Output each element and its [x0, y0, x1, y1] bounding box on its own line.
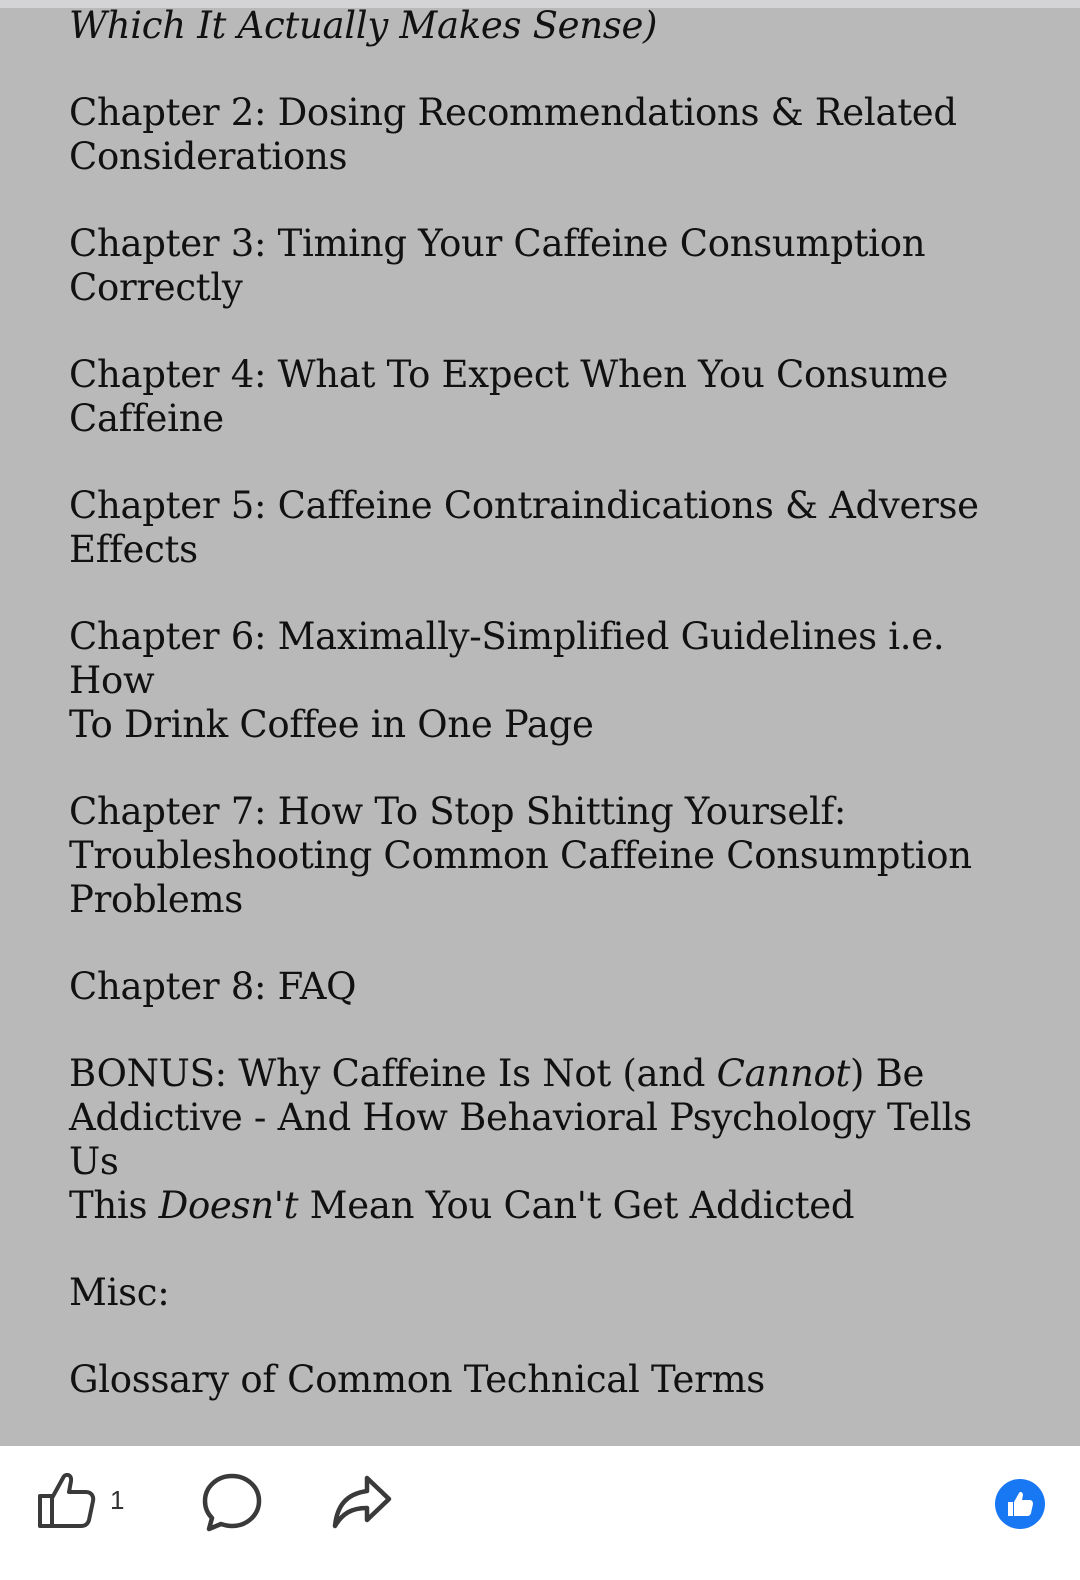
toc-bonus	[69, 1052, 1029, 1228]
toc-chapter-3: Chapter 3: Timing Your Caffeine Consumption Correctly	[69, 222, 926, 309]
toc-chapter-6: Chapter 6: Maximally-Simplified Guidelines i.e. How To Drink Coffee in One Page	[69, 615, 945, 746]
reaction-like-icon	[1005, 1489, 1035, 1519]
comment-icon	[201, 1472, 263, 1534]
toc-chapter-4: Chapter 4: What To Expect When You Consume Caffeine	[69, 353, 949, 440]
comment-button[interactable]	[201, 1472, 263, 1534]
toc-line-chapter-1-tail: Which It Actually Makes Sense)	[69, 4, 658, 47]
toc-misc: Misc:	[69, 1271, 170, 1314]
toc-bonus-emphasis-doesnt: Doesn't	[158, 1184, 299, 1227]
like-icon	[36, 1470, 96, 1530]
reaction-summary[interactable]	[995, 1479, 1045, 1529]
toc-bonus-part-5: Mean You Can't Get Addicted	[298, 1184, 855, 1227]
toc-bonus-emphasis-cannot: Cannot	[716, 1052, 851, 1095]
toc-glossary: Glossary of Common Technical Terms	[69, 1358, 765, 1401]
toc-chapter-2: Chapter 2: Dosing Recommendations & Related Considerations	[69, 91, 957, 178]
toc-chapter-8: Chapter 8: FAQ	[69, 965, 357, 1008]
share-button[interactable]	[331, 1472, 393, 1534]
post-action-bar	[0, 1446, 1080, 1580]
toc-chapter-7: Chapter 7: How To Stop Shitting Yourself: Troubleshooting Common Caffeine Consumption Problems	[69, 790, 972, 921]
like-count: 1	[110, 1484, 125, 1515]
post-image-content	[0, 4, 1080, 1446]
like-button[interactable]	[36, 1470, 124, 1530]
toc-bonus-part-3: ) Be Addictive - And How Behavioral Psychology Tells Us This	[69, 1052, 972, 1227]
table-of-contents	[69, 4, 1029, 1489]
share-icon	[331, 1472, 393, 1534]
toc-chapter-5: Chapter 5: Caffeine Contraindications & Adverse Effects	[69, 484, 979, 571]
toc-bonus-part-1: BONUS: Why Caffeine Is Not (and	[69, 1052, 717, 1095]
